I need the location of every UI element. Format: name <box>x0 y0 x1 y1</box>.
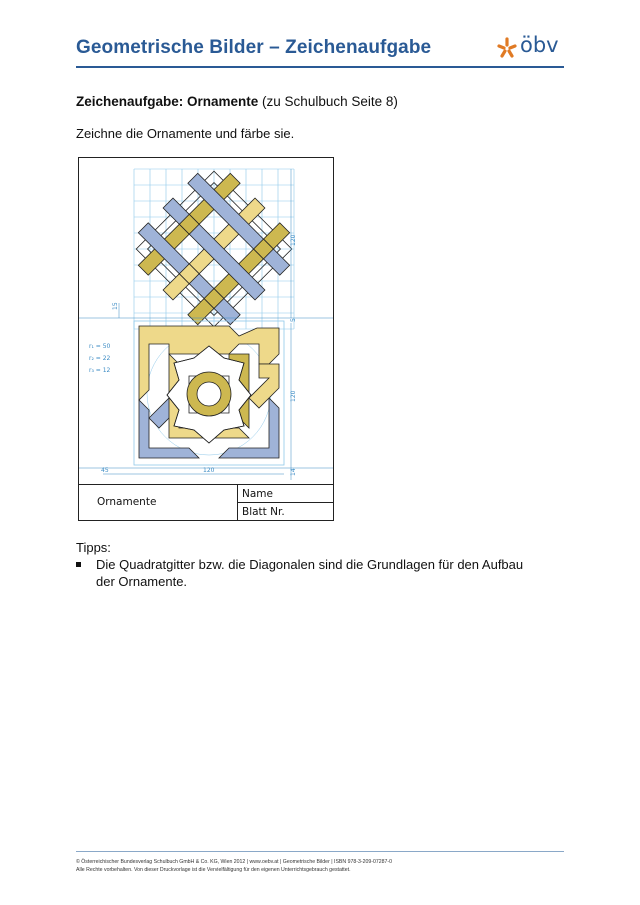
publisher-logo <box>496 33 566 62</box>
radius-2: r₂ = 22 <box>89 355 111 362</box>
dim-bottom-margin: 14 <box>290 468 297 476</box>
ornament-drawing <box>79 158 333 484</box>
task-title-bold: Zeichenaufgabe: Ornamente <box>76 94 259 109</box>
title-block <box>79 484 333 521</box>
dim-bottom-height: 120 <box>290 390 297 402</box>
task-title <box>76 94 398 109</box>
star-ornament <box>134 321 284 465</box>
radius-3: r₃ = 12 <box>89 367 111 374</box>
title-block-divider <box>238 502 333 503</box>
dim-gap-right: 5 <box>290 318 297 322</box>
task-title-rest: (zu Schulbuch Seite 8) <box>258 94 398 109</box>
header-rule <box>76 66 564 68</box>
dim-left-margin: 45 <box>101 467 109 474</box>
footer-rights: Alle Rechte vorbehalten. Von dieser Druckvorlage ist die Vervielfältigung für den eigenen Unterrichtsgebrauch gestattet. <box>76 867 351 873</box>
oebv-star-icon <box>496 36 518 60</box>
tip-text: Die Quadratgitter bzw. die Diagonalen sind die Grundlagen für den Aufbau der Ornamente. <box>96 557 524 589</box>
title-block-label-cell <box>79 485 238 521</box>
title-block-label: Ornamente <box>97 496 157 508</box>
dim-gap-left: 15 <box>112 302 119 310</box>
radius-1: r₁ = 50 <box>89 343 111 350</box>
title-block-blatt: Blatt Nr. <box>242 506 285 518</box>
dim-top-height: 120 <box>290 234 297 246</box>
page-title: Geometrische Bilder – Zeichenaufgabe <box>76 37 432 58</box>
footer-rule <box>76 851 564 852</box>
drawing-sheet <box>78 157 334 521</box>
footer-copyright: © Österreichischer Bundesverlag Schulbuch GmbH & Co. KG, Wien 2012 | www.oebv.at | Geometrische Bilder | ISBN 978-3-209-07287-0 <box>76 859 392 865</box>
bullet-icon <box>76 562 81 567</box>
logo-text: öbv <box>520 33 559 57</box>
tips-heading: Tipps: <box>76 540 111 555</box>
dim-bottom-width: 120 <box>203 467 215 474</box>
title-block-name: Name <box>242 488 273 500</box>
task-instruction: Zeichne die Ornamente und färbe sie. <box>76 126 295 141</box>
